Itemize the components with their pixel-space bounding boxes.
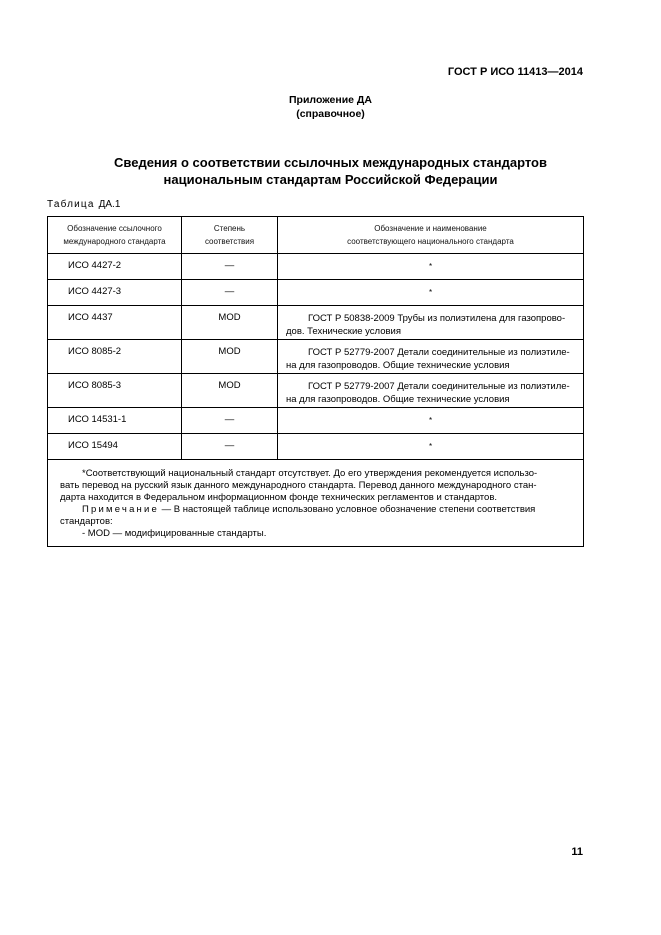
table-row (48, 434, 584, 460)
table-label (47, 199, 120, 210)
footnote-line3: дарта находится в Федеральном информационном фонде технических регламентов и стандартов. (60, 492, 498, 503)
note-text-line2: стандартов: (60, 516, 113, 527)
degree-cell: MOD (182, 374, 278, 408)
table-footnote (48, 460, 584, 547)
ref-standard-cell: ИСО 14531-1 (48, 408, 182, 434)
footnote-line2: вать перевод на русский язык данного международного стандарта. Перевод данного международного стан- (60, 480, 537, 491)
footnote-line1: *Соответствующий национальный стандарт отсутствует. До его утверждения рекомендуется использо- (82, 468, 538, 479)
table-row (48, 374, 584, 408)
header-degree (182, 217, 278, 254)
table-header-row (48, 217, 584, 254)
ref-standard-cell: ИСО 4437 (48, 306, 182, 340)
national-standard-cell (278, 374, 584, 408)
ref-standard-cell: ИСО 15494 (48, 434, 182, 460)
header-national-line2: соответствующего национального стандарта (347, 237, 514, 246)
header-degree-line2: соответствия (204, 237, 255, 246)
appendix-heading (0, 93, 661, 121)
header-national-line1: Обозначение и наименование (374, 224, 487, 233)
table-label-number: ДА.1 (98, 199, 121, 210)
appendix-subtitle: (справочное) (296, 108, 365, 120)
section-title-line1: Сведения о соответствии ссылочных международных стандартов (114, 155, 547, 170)
ref-standard-cell: ИСО 4427-2 (48, 254, 182, 280)
table-row (48, 408, 584, 434)
national-standard-line1: ГОСТ Р 52779-2007 Детали соединительные из полиэтиле- (308, 381, 570, 392)
national-standard-cell: * (278, 280, 584, 306)
national-standard-line2: на для газопроводов. Общие технические условия (286, 394, 510, 405)
ref-standard-cell: ИСО 4427-3 (48, 280, 182, 306)
degree-cell: — (182, 280, 278, 306)
section-title-line2: национальным стандартам Российской Федерации (163, 172, 498, 187)
section-title (0, 154, 661, 188)
national-standard-line2: дов. Технические условия (286, 326, 401, 337)
table-row (48, 280, 584, 306)
appendix-title: Приложение ДА (289, 94, 372, 106)
national-standard-cell: * (278, 408, 584, 434)
table-row (48, 340, 584, 374)
table-footnote-row (48, 460, 584, 547)
document-id: ГОСТ Р ИСО 11413—2014 (447, 66, 583, 78)
national-standard-cell (278, 306, 584, 340)
ref-standard-cell: ИСО 8085-2 (48, 340, 182, 374)
national-standard-cell: * (278, 254, 584, 280)
header-degree-line1: Степень (213, 224, 246, 233)
degree-cell: — (182, 434, 278, 460)
header-national-standard (278, 217, 584, 254)
note-label: Примечание (82, 504, 159, 515)
header-ref-standard (48, 217, 182, 254)
table-row (48, 254, 584, 280)
header-ref-standard-line1: Обозначение ссылочного (67, 224, 162, 233)
degree-cell: MOD (182, 306, 278, 340)
table-label-prefix: Таблица (47, 199, 95, 210)
degree-cell: — (182, 254, 278, 280)
table-row (48, 306, 584, 340)
note-text-line1: — В настоящей таблице использовано условное обозначение степени соответствия (159, 504, 536, 515)
ref-standard-cell: ИСО 8085-3 (48, 374, 182, 408)
national-standard-cell: * (278, 434, 584, 460)
reference-table (47, 216, 584, 547)
note-paragraph (60, 504, 571, 516)
degree-cell: — (182, 408, 278, 434)
note-item: - MOD — модифицированные стандарты. (82, 528, 267, 539)
national-standard-cell (278, 340, 584, 374)
national-standard-line2: на для газопроводов. Общие технические условия (286, 360, 510, 371)
degree-cell: MOD (182, 340, 278, 374)
national-standard-line1: ГОСТ Р 52779-2007 Детали соединительные из полиэтиле- (308, 347, 570, 358)
national-standard-line1: ГОСТ Р 50838-2009 Трубы из полиэтилена для газопрово- (308, 313, 566, 324)
page-number: 11 (571, 846, 583, 858)
header-ref-standard-line2: международного стандарта (63, 237, 166, 246)
